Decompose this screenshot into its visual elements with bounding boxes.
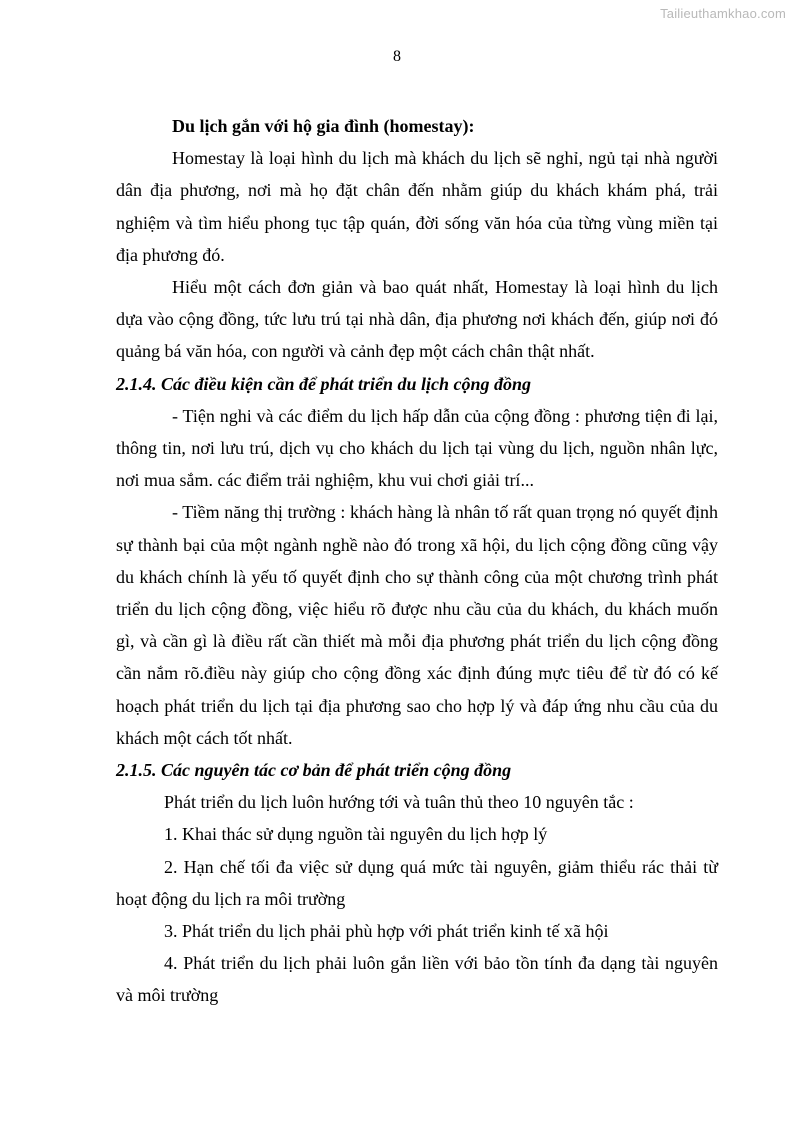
- principle-item: 2. Hạn chế tối đa việc sử dụng quá mức tài nguyên, giảm thiểu rác thải từ hoạt động du lịch ra môi trường: [116, 856, 718, 909]
- watermark: Tailieuthamkhao.com: [660, 6, 786, 21]
- principle-item: 1. Khai thác sử dụng nguồn tài nguyên du lịch hợp lý: [164, 824, 548, 845]
- section-2-1-5-heading: 2.1.5. Các nguyên tác cơ bản để phát triển cộng đồng: [116, 760, 512, 781]
- document-body: [116, 110, 718, 1012]
- homestay-heading: Du lịch gắn với hộ gia đình (homestay):: [172, 116, 475, 136]
- homestay-paragraph-2: Hiểu một cách đơn giản và bao quát nhất, Homestay là loại hình du lịch dựa vào cộng đồng, tức lưu trú tại nhà dân, địa phương nơi khách đến, giúp nơi đó quảng bá văn hóa, con người và cảnh đẹp một cách chân thật nhất.: [116, 277, 718, 362]
- section-2-1-4-paragraph-1: - Tiện nghi và các điểm du lịch hấp dẫn của cộng đồng : phương tiện đi lại, thông tin, nơi lưu trú, dịch vụ cho khách du lịch tại vùng du lịch, nguồn nhân lực, nơi mua sắm. các điểm trải nghiệm, khu vui chơi giải trí...: [116, 405, 718, 491]
- section-2-1-4-paragraph-2: - Tiềm năng thị trường : khách hàng là nhân tố rất quan trọng nó quyết định sự thành bại của một ngành nghề nào đó trong xã hội, du lịch cộng đồng cũng vậy du khách chính là yếu tố quyết định cho sự thành công của một chương trình phát triển du lịch cộng đồng, việc hiểu rõ được nhu cầu của du khách, du khách muốn gì, và cần gì là điều rất cần thiết mà mỗi địa phương phát triển du lịch cộng đồng cần nắm rõ.điều này giúp cho cộng đồng xác định đúng mực tiêu để từ đó có kế hoạch phát triển du lịch tại địa phương sao cho hợp lý và đáp ứng nhu cầu của du khách một cách tốt nhất.: [116, 502, 718, 748]
- section-2-1-4-heading: 2.1.4. Các điều kiện cần để phát triển du lịch cộng đồng: [116, 373, 532, 394]
- principle-item: 3. Phát triển du lịch phải phù hợp với phát triển kinh tế xã hội: [164, 921, 609, 942]
- page-number: 8: [393, 48, 401, 65]
- principle-item: 4. Phát triển du lịch phải luôn gắn liền với bảo tồn tính đa dạng tài nguyên và môi trường: [116, 953, 718, 1006]
- homestay-paragraph-1: Homestay là loại hình du lịch mà khách du lịch sẽ nghỉ, ngủ tại nhà người dân địa phương, nơi mà họ đặt chân đến nhằm giúp du khách khám phá, trải nghiệm và tìm hiểu phong tục tập quán, đời sống văn hóa của từng vùng miền tại địa phương đó.: [116, 148, 718, 265]
- section-2-1-5-intro: Phát triển du lịch luôn hướng tới và tuân thủ theo 10 nguyên tắc :: [164, 792, 634, 813]
